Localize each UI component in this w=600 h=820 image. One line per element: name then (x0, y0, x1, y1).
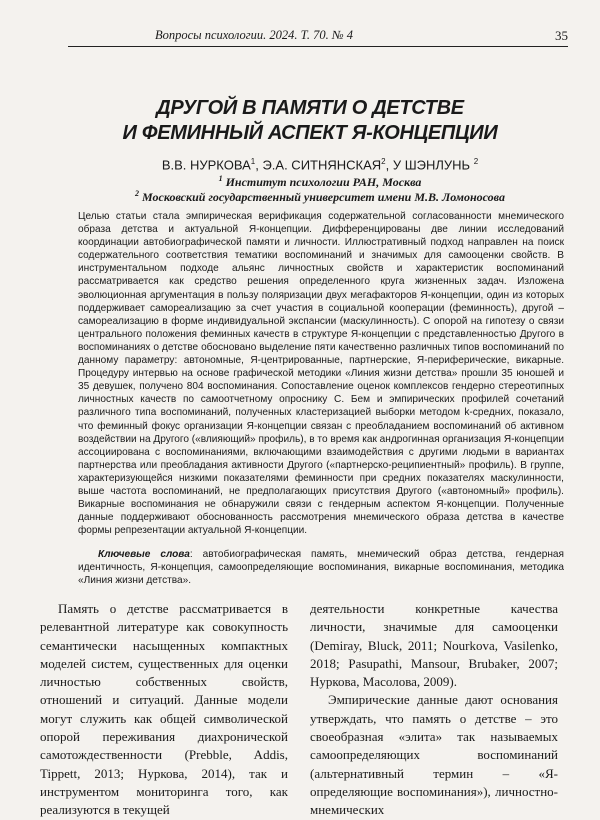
article-title (60, 96, 560, 146)
body-column-left (40, 600, 288, 820)
abstract: Целью статьи стала эмпирическая верификация содержательной согласованности мнемического образа детства и актуальной Я-концепции. Дифференцированы две линии исследований координации автобиографической памяти и личности. Иллюстративный подход направлен на поиск содержательного соответствия тематики воспоминаний и значимых для самооценки свойств. В инструментальном подходе альянс личностных свойств и характеристик воспоминаний рассматривается как средство решения определенного круга жизненных задач. Изложена эволюционная аргументация в пользу поляризации двух мегафакторов Я-концепции, один из которых поддерживает самореализацию за счет участия в социальной кооперации (феминность), другой – самореализацию в форме индивидуальной экспансии (маскулинность). С опорой на гипотезу о связи центрального положения феминных качеств в структуре Я-концепции с представленностью Другого в воспоминаниях о детстве обосновано выделение пяти качественно различных типов воспоминаний по данному параметру: автономные, Я-центрированные, партнерские, Я-периферические, викарные. Процедуру интервью на основе графической методики «Линия жизни детства» прошли 35 юношей и 35 девушек, получено 804 воспоминания. Сопоставление оценок комплексов гендерно стереотипных личностных качеств по самоотчетному опроснику С. Бем и эмпирических профилей сочетаний различного типа воспоминаний, полученных кластеризацией выборки методом k-средних, показало, что феминный фокус организации Я-концепции связан с преобладанием воспоминаний об активном воздействии на Другого («влияющий» профиль), в то время как андрогинная организация Я-концепции ассоциирована с воспоминаниями, включающими взаимодействия с другими людьми в вариантах партнерства или преобладания активности Другого («партнерско-реципиентный» профиль). В группе, характеризующейся низкими показателями феминности при средних показателях маскулинности, выше частота воспоминаний, не предполагающих присутствия Другого («автономный» профиль). Викарные воспоминания не обнаружили связи с гендерным аспектом Я-концепции. Полученные данные поддерживают обоснованность рассмотрения мнемического образа детства в качестве формы репрезентации актуальной Я-концепции. (78, 211, 564, 537)
author-name: В.В. НУРКОВА (161, 157, 251, 173)
affiliation-2 (80, 186, 560, 205)
page-number: 35 (555, 28, 568, 43)
affiliation-text: Институт психологии РАН, Москва (225, 175, 422, 189)
author-affil-mark: 2 (381, 157, 386, 166)
affiliation-mark: 2 (135, 189, 140, 198)
title-line-2: И ФЕМИННЫЙ АСПЕКТ Я-КОНЦЕПЦИИ (122, 122, 498, 144)
body-paragraph: Эмпирические данные дают основания утверждать, что память о детстве – это своеобразная «элита» так называемых самоопределяющих воспоминаний (альтернативный термин – «Я-определяющие воспоминания»), личностно-мнемических (310, 692, 558, 818)
author-affil-mark: 1 (250, 157, 256, 166)
running-head (68, 28, 568, 47)
journal-citation: Вопросы психологии. 2024. Т. 70. № 4 (154, 28, 353, 42)
affiliation-text: Московский государственный университет имени М.В. Ломоносова (142, 190, 505, 204)
author-name: Э.А. СИТНЯНСКАЯ (262, 157, 382, 173)
keywords-text: : автобиографическая память, мнемический образ детства, гендерная идентичность, Я-концепция, самоопределяющие воспоминания, викарные воспоминания, методика «Линия жизни детства». (78, 549, 564, 587)
keywords (78, 548, 564, 587)
author-list: В.В. НУРКОВА$^1$, Э.А. СИТНЯНСКАЯ$^2$, У ШЭНЛУНЬ $^2$ (161, 157, 479, 173)
title-line-1: ДРУГОЙ В ПАМЯТИ О ДЕТСТВЕ (156, 97, 464, 119)
body-column-right (310, 600, 558, 820)
affiliation-mark: 1 (218, 174, 223, 183)
author-name: У ШЭНЛУНЬ (392, 157, 471, 173)
body-paragraph: деятельности конкретные качества личности, значимые для самооценки (Demiray, Bluck, 2011; Nourkova, Vasilenko, 2018; Pasupathi, Mansour, Brubaker, 2007; Нуркова, Масолова, 2009). (310, 601, 558, 690)
keywords-label: Ключевые слова (98, 549, 190, 560)
author-affil-mark: 2 (473, 157, 479, 166)
body-paragraph: Память о детстве рассматривается в релевантной литературе как совокупность семантически насыщенных компактных моделей систем, существенных для оценки личностью собственных свойств, отношений и ситуаций. Данные модели могут служить как общей символической опорой переживания диахронической самотождественности (Prebble, Addis, Tippett, 2013; Нуркова, 2014), так и инструментом мониторинга того, как реализуются в текущей (40, 601, 288, 818)
